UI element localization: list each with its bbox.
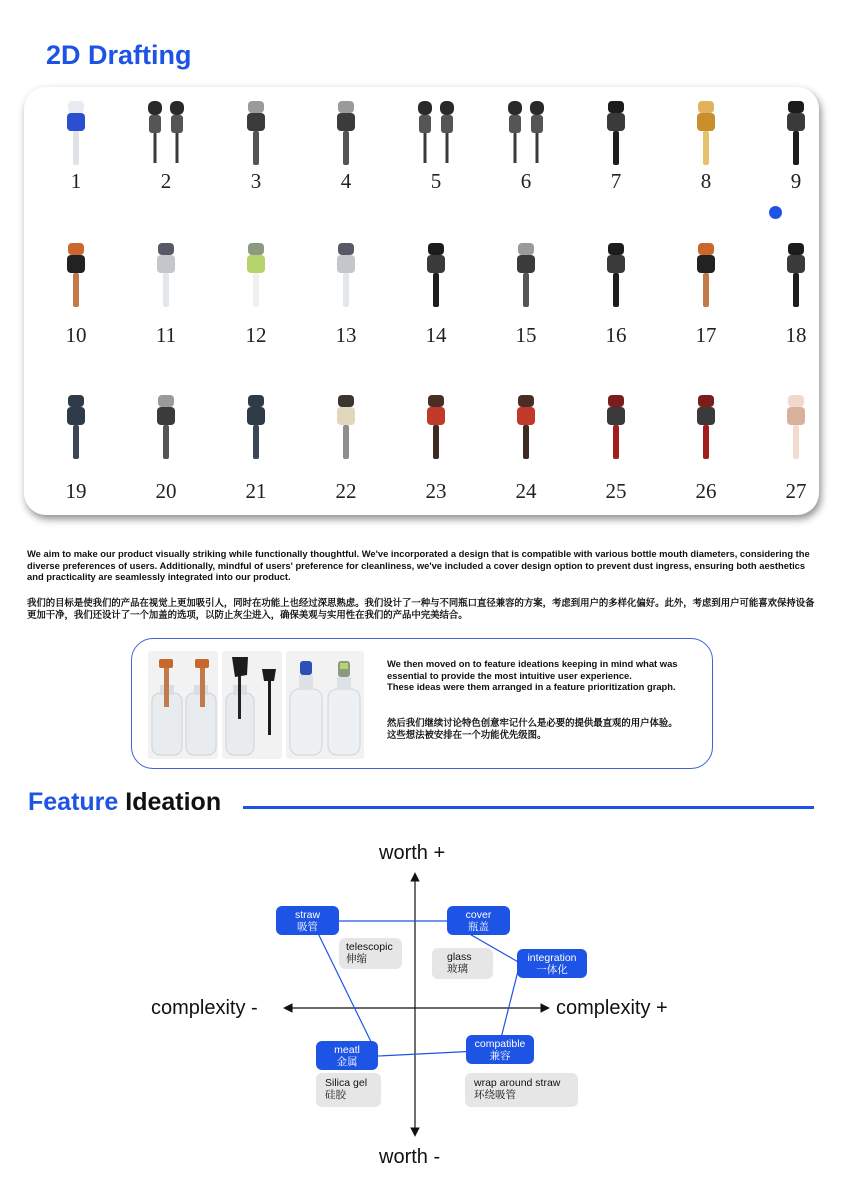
chip-glass-en: glass [447,951,472,963]
drafting-number-16: 16 [605,323,627,347]
chip-wrap-zh: 环绕吸管 [474,1089,516,1101]
chip-straw [276,906,339,935]
axis-label-worth-minus: worth - [379,1146,441,1168]
drafting-number-23: 23 [425,479,447,503]
axis-label-complexity-minus: complexity - [151,997,258,1019]
chip-silica-zh: 硅胶 [325,1089,346,1101]
drafting-number-22: 22 [335,479,357,503]
drafting-number-14: 14 [425,323,447,347]
chip-meatl [316,1041,378,1070]
description-chinese: 我们的目标是使我们的产品在视觉上更加吸引人，同时在功能上也经过深思熟虑。我们设计了一种与不同瓶口直径兼容的方案，考虑到用户的多样化偏好。此外，考虑到用户可能喜欢保持设备更加干净，我们还设计了一个加盖的选项，以防止灰尘进入，确保美观与实用性在我们的产品中完美结合。 [27,597,815,620]
chip-integration [517,949,587,978]
axis-label-complexity-plus: complexity + [556,997,668,1019]
chip-silica-en: Silica gel [325,1077,368,1089]
axis-label-worth-plus: worth + [379,842,446,864]
chip-straw-en: straw [294,909,321,921]
ideation-en-line-3: These ideas were them arranged in a feature prioritization graph. [387,681,676,692]
drafting-number-26: 26 [695,479,717,503]
drafting-number-21: 21 [245,479,267,503]
chip-wrap-around-straw [465,1073,578,1107]
drafting-number-1: 1 [70,169,82,193]
chip-integration-en: integration [527,952,577,964]
ideation-zh-line-1: 然后我们继续讨论特色创意牢记什么是必要的提供最直观的用户体验。 [387,717,678,728]
drafting-number-20: 20 [155,479,177,503]
chip-wrap-en: wrap around straw [474,1077,561,1089]
feature-title-word-blue: Feature [28,788,119,816]
chip-compatible-zh: 兼容 [489,1050,511,1062]
drafting-number-19: 19 [65,479,87,503]
chip-cover [447,906,510,935]
drafting-number-3: 3 [250,169,262,193]
drafting-number-12: 12 [245,323,267,347]
drafting-number-15: 15 [515,323,537,347]
chip-telescopic-en: telescopic [346,941,393,953]
description-english: We aim to make our product visually striking while functionally thoughtful. We've incorporated a design that is compatible with various bottle mouth diameters, considering the diverse preferences of users. Additionally, mindful of users' preference for cleanliness, we've included a cover design option to prevent dust ingress, ensuring both aesthetics and practicality are seamlessly integrated into our product. [27,548,810,582]
chip-cover-en: cover [465,909,492,921]
drafting-number-24: 24 [515,479,537,503]
chip-compatible-en: compatible [474,1038,526,1050]
chip-straw-zh: 吸管 [297,921,318,933]
ideation-zh-line-2: 这些想法被安排在一个功能优先级图。 [387,728,547,740]
feature-title-word-black: Ideation [125,788,222,816]
chip-cover-zh: 瓶盖 [468,921,489,933]
section-title-2d-drafting: 2D Drafting [46,40,192,70]
drafting-number-17: 17 [695,323,717,347]
drafting-number-10: 10 [65,323,87,347]
drafting-number-7: 7 [610,169,622,193]
chip-integration-zh: 一体化 [536,964,568,976]
drafting-number-13: 13 [335,323,357,347]
drafting-number-9: 9 [790,169,802,193]
chip-telescopic-zh: 伸缩 [346,953,367,965]
chip-compatible [466,1035,534,1064]
chip-glass-zh: 玻璃 [447,963,468,975]
chip-telescopic [339,938,402,969]
chip-meatl-zh: 金属 [336,1056,358,1068]
drafting-number-4: 4 [340,169,352,193]
chip-silica-gel [316,1073,381,1107]
drafting-number-8: 8 [700,169,712,193]
drafting-number-25: 25 [605,479,627,503]
ideation-en-line-1: We then moved on to feature ideations keeping in mind what was [387,658,678,669]
drafting-number-5: 5 [430,169,442,193]
drafting-number-18: 18 [785,323,807,347]
drafting-number-27: 27 [785,479,807,503]
ideation-en-line-2: essential to provide the most intuitive user experience. [387,669,632,681]
drafting-number-2: 2 [160,169,172,193]
chip-meatl-en: meatl [334,1044,360,1056]
chip-glass [432,948,493,979]
drafting-number-11: 11 [155,323,177,347]
drafting-number-6: 6 [520,169,532,193]
